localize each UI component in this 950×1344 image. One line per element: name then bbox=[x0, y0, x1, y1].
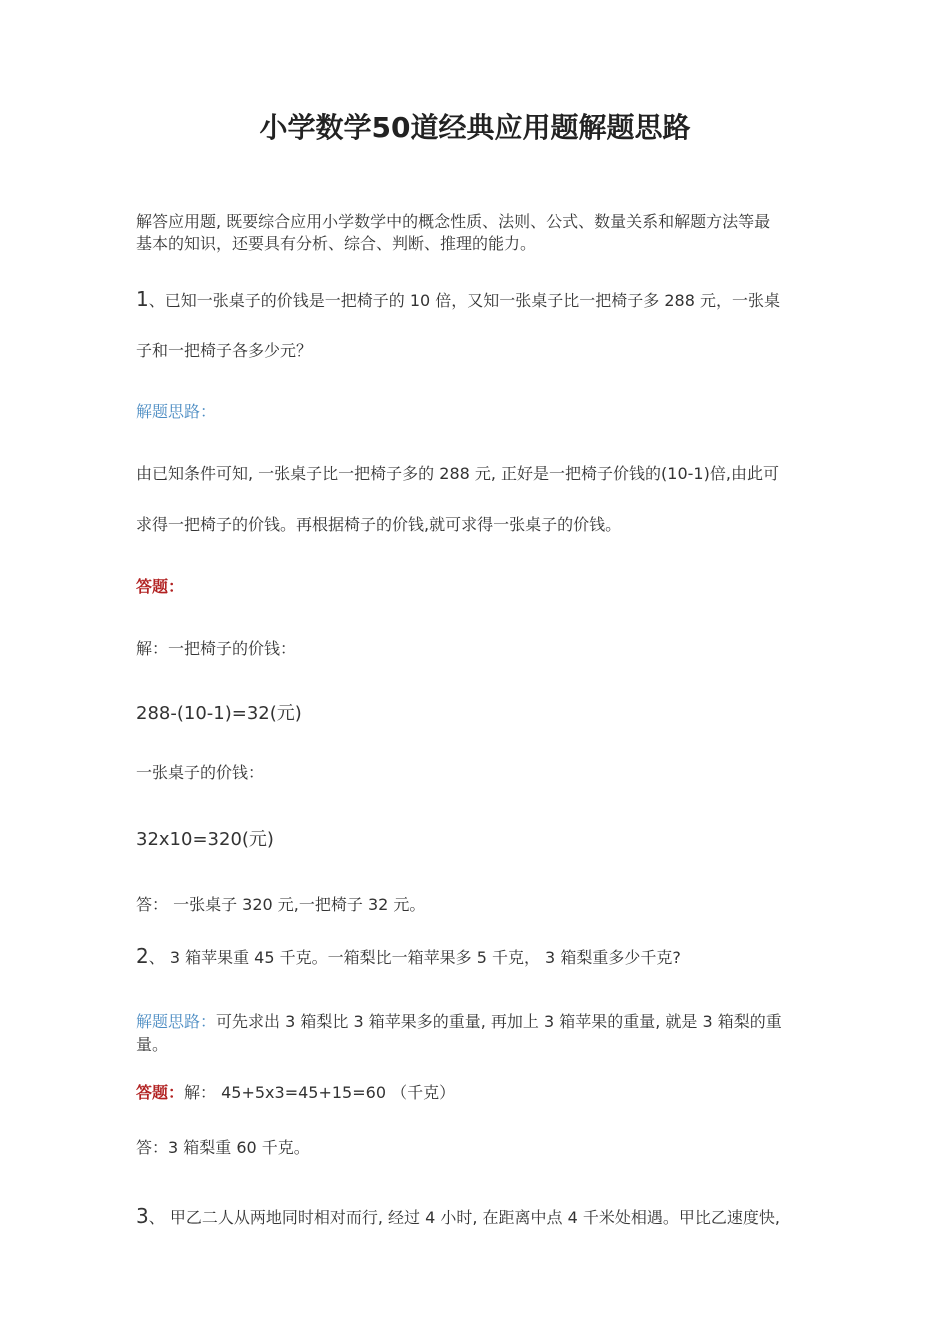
q1-step-1: 解：一把椅子的价钱： bbox=[136, 639, 297, 658]
q2-line bbox=[136, 945, 681, 969]
q2-thinking-label: 解题思路： bbox=[136, 1012, 217, 1031]
q1-number: 1 bbox=[136, 287, 149, 311]
q1-thinking-line-2: 求得一把椅子的价钱。再根据椅子的价钱,就可求得一张桌子的价钱。 bbox=[136, 515, 622, 534]
q3-text: 、 甲乙二人从两地同时相对而行, 经过 4 小时, 在距离中点 4 千米处相遇。甲比乙速度快, bbox=[148, 1208, 780, 1227]
q2-answer-line bbox=[136, 1082, 455, 1104]
q1-step-4: 32x10=320(元) bbox=[136, 829, 274, 850]
q2-answer-text: 解： 45+5x3=45+15=60 （千克） bbox=[184, 1083, 456, 1102]
q1-step-3: 一张桌子的价钱： bbox=[136, 763, 265, 782]
q2-answer-label: 答题： bbox=[136, 1083, 185, 1102]
q1-line-1 bbox=[136, 288, 780, 312]
q1-step-2: 288-(10-1)=32(元) bbox=[136, 703, 302, 724]
q2-text: 、 3 箱苹果重 45 千克。一箱梨比一箱苹果多 5 千克， 3 箱梨重多少千克? bbox=[148, 948, 681, 967]
intro-line-2: 基本的知识，还要具有分析、综合、判断、推理的能力。 bbox=[136, 234, 537, 253]
page-title: 小学数学50道经典应用题解题思路 bbox=[259, 111, 691, 144]
q1-final-answer: 答： 一张桌子 320 元,一把椅子 32 元。 bbox=[136, 895, 426, 914]
intro-line-1: 解答应用题, 既要综合应用小学数学中的概念性质、法则、公式、数量关系和解题方法等最 bbox=[136, 212, 771, 231]
q2-final-answer: 答：3 箱梨重 60 千克。 bbox=[136, 1138, 310, 1157]
q2-thinking-line-1 bbox=[136, 1011, 782, 1033]
q1-line-2: 子和一把椅子各多少元？ bbox=[136, 341, 313, 360]
q2-thinking-line-2: 量。 bbox=[136, 1035, 169, 1054]
q3-number: 3 bbox=[136, 1204, 149, 1228]
q2-thinking-text: 可先求出 3 箱梨比 3 箱苹果多的重量, 再加上 3 箱苹果的重量, 就是 3 箱梨的重 bbox=[216, 1012, 782, 1031]
q1-thinking-line-1: 由已知条件可知, 一张桌子比一把椅子多的 288 元, 正好是一把椅子价钱的(10-1)倍,由此可 bbox=[136, 464, 779, 483]
q1-thinking-label: 解题思路： bbox=[136, 402, 217, 421]
q3-line bbox=[136, 1205, 780, 1229]
q2-number: 2 bbox=[136, 944, 149, 968]
q1-answer-label: 答题： bbox=[136, 577, 185, 596]
q1-text-1: 、已知一张桌子的价钱是一把椅子的 10 倍，又知一张桌子比一把椅子多 288 元，一张桌 bbox=[148, 291, 780, 310]
